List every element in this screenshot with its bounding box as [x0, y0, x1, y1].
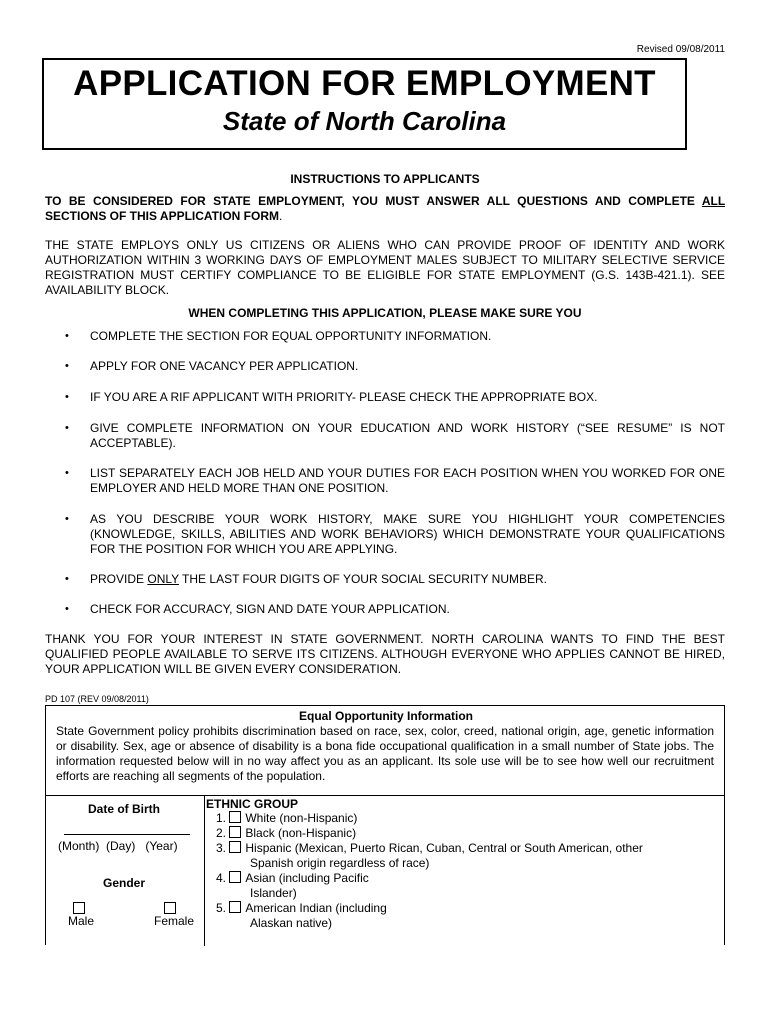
bullet-item: CHECK FOR ACCURACY, SIGN AND DATE YOUR APPLICATION.: [90, 602, 450, 616]
bullet-item: IF YOU ARE A RIF APPLICANT WITH PRIORITY- PLEASE CHECK THE APPROPRIATE BOX.: [90, 390, 598, 404]
instructions-heading: INSTRUCTIONS TO APPLICANTS: [290, 172, 480, 186]
demographics-section: [45, 795, 725, 945]
ethnic-option[interactable]: [216, 901, 387, 915]
bullet-item: APPLY FOR ONE VACANCY PER APPLICATION.: [90, 359, 359, 373]
bullet-item: GIVE COMPLETE INFORMATION ON YOUR EDUCATION AND WORK HISTORY (“SEE RESUME” IS NOT ACCEPTABLE).: [90, 421, 725, 450]
bullet-item: AS YOU DESCRIBE YOUR WORK HISTORY, MAKE SURE YOU HIGHLIGHT YOUR COMPETENCIES (KNOWLEDGE, SKILLS, ABILITIES AND WORK BEHAVIORS) WHICH DEMONSTRATE YOUR QUALIFICATIONS FOR THE POSITION FOR WHICH YOU ARE APPLYING.: [90, 512, 725, 556]
bullet-glyph: •: [65, 467, 69, 479]
bullet-item: COMPLETE THE SECTION FOR EQUAL OPPORTUNITY INFORMATION.: [90, 329, 492, 343]
option-label: White (non-Hispanic): [245, 811, 358, 825]
bullet-glyph: •: [65, 573, 69, 585]
instructions-para-2: THE STATE EMPLOYS ONLY US CITIZENS OR ALIENS WHO CAN PROVIDE PROOF OF IDENTITY AND WORK AUTHORIZATION WITHIN 3 WORKING DAYS OF EMPLOYMENT MALES SUBJECT TO MILITARY SELECTIVE SERVICE REGISTRATION MUST CERTIFY COMPLIANCE TO BE ELIGIBLE FOR STATE EMPLOYMENT (G.S. 143B-421.1). SEE AVAILABILITY BLOCK.: [45, 238, 725, 297]
ssn-post: THE LAST FOUR DIGITS OF YOUR SOCIAL SECURITY NUMBER.: [178, 572, 547, 586]
dob-label: Date of Birth: [88, 802, 160, 816]
instructions-para-1: [45, 194, 725, 224]
bullet-glyph: •: [65, 360, 69, 372]
ethnic-option[interactable]: [216, 826, 356, 840]
ssn-pre: PROVIDE: [90, 572, 148, 586]
option-number: 5.: [216, 901, 227, 915]
checkbox-icon: [229, 841, 241, 853]
checkbox-icon: [73, 902, 85, 914]
para1-end: SECTIONS OF THIS APPLICATION FORM: [45, 209, 279, 223]
male-label: Male: [68, 914, 95, 928]
checkbox-icon: [229, 826, 241, 838]
dob-format: (Month) (Day) (Year): [58, 839, 178, 853]
form-number: PD 107 (REV 09/08/2011): [45, 694, 149, 704]
option-label: Black (non-Hispanic): [245, 826, 357, 840]
checkbox-icon: [229, 811, 241, 823]
option-number: 1.: [216, 811, 227, 825]
option-number: 3.: [216, 841, 227, 855]
option-number: 4.: [216, 871, 227, 885]
ethnic-group-label: ETHNIC GROUP: [206, 797, 299, 811]
bullet-glyph: •: [65, 422, 69, 434]
thank-you-paragraph: THANK YOU FOR YOUR INTEREST IN STATE GOVERNMENT. NORTH CAROLINA WANTS TO FIND THE BEST QUALIFIED PEOPLE AVAILABLE TO SERVE ITS CITIZENS. ALTHOUGH EVERYONE WHO APPLIES CANNOT BE HIRED, YOUR APPLICATION WILL BE GIVEN EVERY CONSIDERATION.: [45, 632, 725, 676]
checkbox-icon: [229, 871, 241, 883]
option-label-cont: Islander): [250, 886, 297, 900]
option-label: Hispanic (Mexican, Puerto Rican, Cuban, Central or South American, other: [245, 841, 643, 855]
bullet-glyph: •: [65, 330, 69, 342]
ssn-only: ONLY: [147, 572, 179, 586]
female-label: Female: [154, 914, 195, 928]
para1-period: .: [279, 209, 283, 223]
page-title: APPLICATION FOR EMPLOYMENT: [73, 64, 656, 103]
equal-opportunity-text: State Government policy prohibits discrimination based on race, sex, color, creed, national origin, age, genetic information or disability. Sex, age or absence of disability is a bona fide occupational qualification in a small number of State jobs. The information requested below will in no way affect you as an applicant. Its sole use will be to see how well our recruitment efforts are reaching all segments of the population.: [56, 724, 714, 783]
dob-input-line[interactable]: [64, 834, 190, 835]
para1-all: ALL: [701, 194, 725, 208]
revised-date: Revised 09/08/2011: [636, 44, 725, 55]
bullet-glyph: •: [65, 603, 69, 615]
bullet-item-ssn: [90, 572, 725, 587]
option-label: American Indian (including: [245, 901, 387, 915]
option-number: 2.: [216, 826, 227, 840]
option-label-cont: Spanish origin regardless of race): [250, 856, 430, 870]
title-box: [42, 58, 687, 150]
bullet-item: LIST SEPARATELY EACH JOB HELD AND YOUR DUTIES FOR EACH POSITION WHEN YOU WORKED FOR ONE EMPLOYER AND HELD MORE THAN ONE POSITION.: [90, 466, 725, 495]
gender-label: Gender: [103, 876, 146, 890]
column-divider: [204, 796, 205, 946]
option-label: Asian (including Pacific: [245, 871, 369, 885]
equal-opportunity-title: Equal Opportunity Information: [299, 709, 473, 723]
checkbox-icon: [229, 901, 241, 913]
option-label-cont: Alaskan native): [250, 916, 333, 930]
ethnic-option[interactable]: [216, 841, 643, 855]
checkbox-icon: [164, 902, 176, 914]
ethnic-option[interactable]: [216, 811, 357, 825]
page-subtitle: State of North Carolina: [222, 106, 507, 136]
para1-main: TO BE CONSIDERED FOR STATE EMPLOYMENT, YOU MUST ANSWER ALL QUESTIONS AND COMPLETE: [45, 194, 702, 208]
equal-opportunity-box: [45, 705, 725, 795]
instructions-subheading: WHEN COMPLETING THIS APPLICATION, PLEASE MAKE SURE YOU: [188, 306, 582, 320]
ethnic-option[interactable]: [216, 871, 369, 885]
bullet-glyph: •: [65, 513, 69, 525]
bullet-glyph: •: [65, 391, 69, 403]
